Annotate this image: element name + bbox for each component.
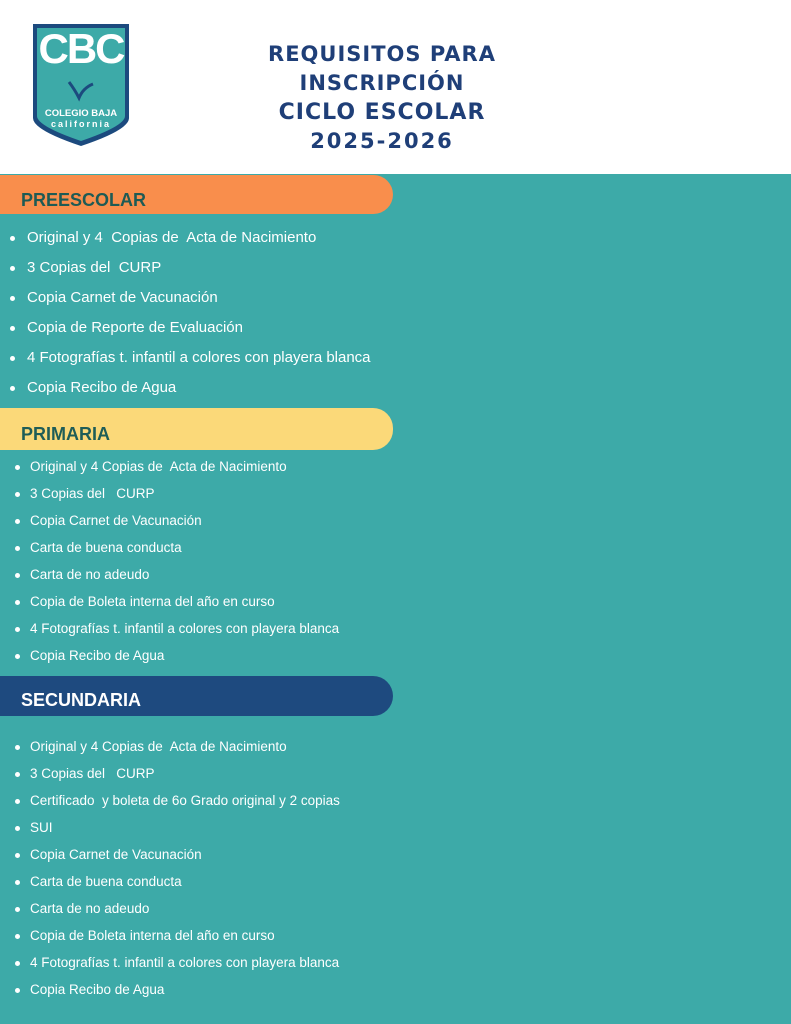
list-item: Copia de Boleta interna del año en curso xyxy=(0,926,340,953)
list-item: Copia de Reporte de Evaluación xyxy=(0,316,371,346)
list-item: 3 Copias del CURP xyxy=(0,764,340,791)
header xyxy=(0,0,791,174)
list-item: Carta de buena conducta xyxy=(0,872,340,899)
list-item: Copia Carnet de Vacunación xyxy=(0,845,340,872)
list-item: Copia Recibo de Agua xyxy=(0,376,371,406)
list-item: 3 Copias del CURP xyxy=(0,484,339,511)
requirements-list-preescolar xyxy=(0,226,371,406)
requirements-list-primaria xyxy=(0,457,339,673)
list-item: Copia de Boleta interna del año en curso xyxy=(0,592,339,619)
title-line-4: 2025-2026 xyxy=(310,129,454,153)
list-item: Certificado y boleta de 6o Grado original y 2 copias xyxy=(0,791,340,818)
requirements-list-secundaria xyxy=(0,737,340,1007)
list-item: Copia Recibo de Agua xyxy=(0,646,339,673)
title-line-2: INSCRIPCIÓN xyxy=(299,71,465,95)
list-item: Copia Carnet de Vacunación xyxy=(0,286,371,316)
title-line-1: REQUISITOS PARA xyxy=(268,42,496,66)
list-item: Copia Carnet de Vacunación xyxy=(0,511,339,538)
list-item: Carta de no adeudo xyxy=(0,565,339,592)
section-banner-secundaria: SECUNDARIA xyxy=(0,676,393,716)
title-line-3: CICLO ESCOLAR xyxy=(278,100,486,125)
section-banner-preescolar: PREESCOLAR xyxy=(0,175,393,214)
list-item: Carta de buena conducta xyxy=(0,538,339,565)
school-logo xyxy=(31,22,131,148)
list-item: 4 Fotografías t. infantil a colores con playera blanca xyxy=(0,619,339,646)
logo-line1: COLEGIO BAJA xyxy=(44,108,118,119)
page-title xyxy=(252,40,512,156)
list-item: Original y 4 Copias de Acta de Nacimiento xyxy=(0,457,339,484)
list-item: Original y 4 Copias de Acta de Nacimiento xyxy=(0,737,340,764)
list-item: Carta de no adeudo xyxy=(0,899,340,926)
list-item: SUI xyxy=(0,818,340,845)
list-item: 4 Fotografías t. infantil a colores con playera blanca xyxy=(0,346,371,376)
list-item: 4 Fotografías t. infantil a colores con playera blanca xyxy=(0,953,340,980)
logo-line2: california xyxy=(50,119,111,129)
logo-letters: CBC xyxy=(38,25,124,72)
list-item: Original y 4 Copias de Acta de Nacimiento xyxy=(0,226,371,256)
section-banner-primaria: PRIMARIA xyxy=(0,408,393,450)
list-item: 3 Copias del CURP xyxy=(0,256,371,286)
list-item: Copia Recibo de Agua xyxy=(0,980,340,1007)
